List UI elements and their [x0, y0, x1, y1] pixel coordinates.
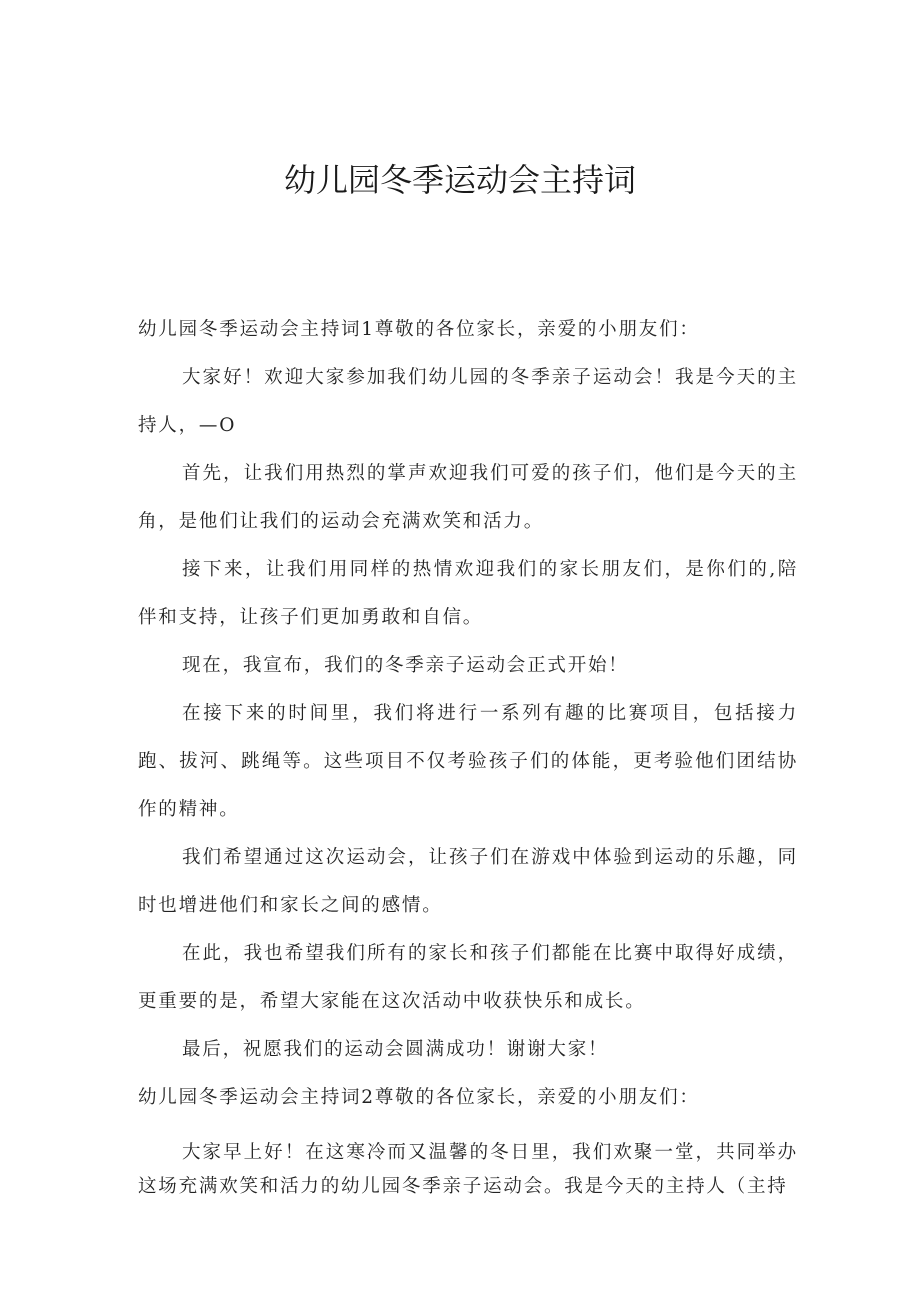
paragraph-wishes: 在此，我也希望我们所有的家长和孩子们都能在比赛中取得好成绩，更重要的是，希望大家能在这次活动中收获快乐和成长。 — [138, 943, 798, 1012]
paragraph-welcome: 大家好！欢迎大家参加我们幼儿园的冬季亲子运动会！我是今天的主持人，—O — [138, 367, 798, 436]
document-title: 幼儿园冬季运动会主持词 — [283, 161, 636, 199]
paragraph-parents: 接下来，让我们用同样的热情欢迎我们的家长朋友们，是你们的,陪伴和支持，让孩子们更加勇敢和自信。 — [138, 559, 798, 628]
paragraph-opening: 现在，我宣布，我们的冬季亲子运动会正式开始！ — [182, 655, 629, 676]
paragraph-speech2-greeting: 幼儿园冬季运动会主持词2尊敬的各位家长，亲爱的小朋友们： — [138, 1087, 700, 1108]
paragraph-closing: 最后，祝愿我们的运动会圆满成功！谢谢大家！ — [182, 1039, 609, 1060]
document-body — [138, 306, 798, 1204]
paragraph-speech2-intro: 大家早上好！在这寒冷而又温馨的冬日里，我们欢聚一堂，共同举办这场充满欢笑和活力的幼儿园冬季亲子运动会。我是今天的主持人（主持 — [138, 1142, 798, 1197]
paragraph-events: 在接下来的时间里，我们将进行一系列有趣的比赛项目，包括接力跑、拔河、跳绳等。这些项目不仅考验孩子们的体能，更考验他们团结协作的精神。 — [138, 703, 798, 820]
paragraph-children: 首先，让我们用热烈的掌声欢迎我们可爱的孩子们，他们是今天的主角，是他们让我们的运动会充满欢笑和活力。 — [138, 463, 798, 532]
paragraph-speech1-greeting: 幼儿园冬季运动会主持词1尊敬的各位家长，亲爱的小朋友们： — [138, 319, 700, 340]
paragraph-hopes: 我们希望通过这次运动会，让孩子们在游戏中体验到运动的乐趣，同时也增进他们和家长之间的感情。 — [138, 847, 798, 916]
